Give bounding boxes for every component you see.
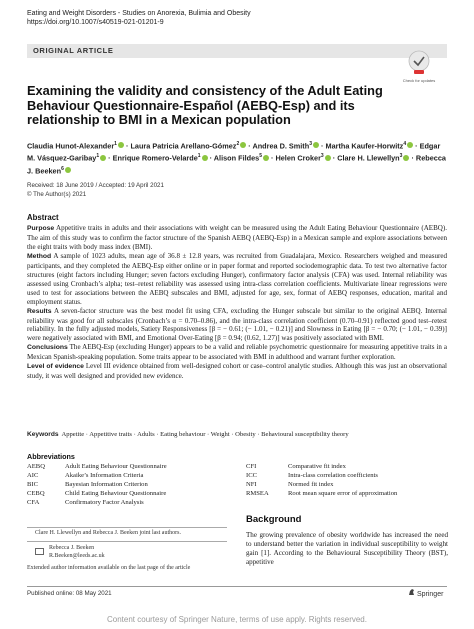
- article-dates: [27, 182, 164, 199]
- abbreviation-term: AEBQ: [27, 463, 45, 470]
- keywords-label: Keywords: [27, 431, 59, 438]
- abstract-conclusions: [27, 343, 447, 362]
- journal-name: Eating and Weight Disorders - Studies on Anorexia, Bulimia and Obesity: [27, 10, 251, 17]
- corresponding-email[interactable]: R.Beeken@leeds.ac.uk: [49, 553, 105, 559]
- abbreviation-definition: Confirmatory Factor Analysis: [65, 499, 144, 506]
- article-title: Examining the validity and consistency of the Adult Eating Behaviour Questionnaire-Español (AEBQ-Esp) and its relationship to BMI in a Mexican population: [27, 83, 383, 127]
- abbreviation-definition: Child Eating Behaviour Questionnaire: [65, 490, 167, 497]
- conclusions-text: The AEBQ-Esp (excluding Hunger) appears to be a valid and reliable psychometric questionnaire for measuring appetitive traits in a Mexican Spanish-speaking population. Some traits appear to be associated with BMI in adulthood and warrant further exploration.: [27, 343, 447, 362]
- abbreviation-term: BIC: [27, 481, 38, 488]
- abstract-results: [27, 307, 447, 344]
- conclusions-label: Conclusions: [27, 344, 68, 352]
- abbreviation-definition: Adult Eating Behaviour Questionnaire: [65, 463, 167, 470]
- results-text: A seven-factor structure was the best model fit using CFA, excluding the Hunger subscale but similar to the original AEBQ. Internal reliability was good for all subscales (Cronbach’s α = 0.70–0.86), and the intra-class correlation coefficient (0.70–0.91) reflected good test–retest reliability. In the fully adjusted models, Satiety Responsiveness [β = − 0.61; (− 1.01, − 0.21)] and Slowness in Eating [β = − 0.70; (− 1.01, − 0.39)] were negatively associated with BMI, and Emotional Over-Eating [β = 0.94; (0.62, 1.27)] was positively associated with BMI.: [27, 306, 447, 343]
- orcid-icon[interactable]: [325, 155, 331, 161]
- abbreviation-term: CFI: [246, 463, 257, 470]
- author-affiliation: 5: [259, 153, 262, 160]
- article-type-label: ORIGINAL ARTICLE: [33, 46, 114, 55]
- author-name[interactable]: Martha Kaufer-Horwitz: [325, 141, 404, 151]
- abbreviation-row: [27, 499, 237, 507]
- author-affiliation: 1: [114, 141, 117, 147]
- abbreviation-row: [27, 463, 237, 471]
- author-affiliation: 1: [197, 153, 201, 160]
- author-name[interactable]: Helen Croker: [275, 153, 321, 163]
- abbreviation-row: [246, 472, 456, 480]
- author-affiliation: 6: [61, 165, 64, 172]
- author-name[interactable]: Laura Patricia Arellano-Gómez: [130, 141, 237, 151]
- envelope-icon: [35, 548, 44, 555]
- abbreviations-heading: Abbreviations: [27, 452, 75, 461]
- orcid-icon[interactable]: [100, 155, 106, 161]
- keywords: [27, 431, 457, 438]
- abbreviation-term: NFI: [246, 481, 257, 488]
- publisher-logo: [408, 588, 443, 598]
- abbreviation-row: [246, 481, 456, 489]
- level-text: Level III evidence obtained from well-designed cohort or case–control analytic studies. Although this was just an observational study, it was well designed and provided new evidence.: [27, 362, 448, 381]
- author-name[interactable]: Alison Fildes: [213, 153, 260, 163]
- doi-link[interactable]: https://doi.org/10.1007/s40519-021-01201-9: [27, 19, 164, 26]
- abbreviation-definition: Bayesian Information Criterion: [65, 481, 148, 488]
- author-affiliation: 4: [403, 141, 407, 147]
- orcid-icon[interactable]: [403, 155, 409, 161]
- abstract-body: [27, 224, 447, 381]
- author-name[interactable]: Clare H. Llewellyn: [337, 153, 400, 163]
- method-label: Method: [27, 252, 52, 260]
- abbreviation-row: [246, 463, 456, 471]
- abbreviation-definition: Root mean square error of approximation: [288, 490, 398, 497]
- footnote-divider: [27, 541, 227, 542]
- journal-header: [27, 9, 251, 27]
- abbreviation-term: ICC: [246, 472, 257, 479]
- orcid-icon[interactable]: [313, 142, 319, 148]
- abstract-heading: Abstract: [27, 213, 59, 222]
- purpose-label: Purpose: [27, 225, 55, 232]
- abbreviation-definition: Akaike’s Information Criteria: [65, 472, 144, 479]
- abbreviation-definition: Normed fit index: [288, 481, 334, 488]
- author-affiliation: 3: [320, 153, 324, 160]
- abbreviation-row: [27, 490, 237, 498]
- orcid-icon[interactable]: [65, 167, 71, 173]
- background-text: The growing prevalence of obesity worldwide has increased the need to understand better the variation in individual susceptibility to weight gain [1]. According to the Behavioural Susceptibility Theory (BST), appetitive: [246, 531, 448, 566]
- footer-divider: [27, 586, 447, 587]
- author-name[interactable]: Claudia Hunot-Alexander: [27, 141, 115, 151]
- author-name[interactable]: Enrique Romero-Velarde: [112, 153, 198, 163]
- check-for-updates-icon[interactable]: [408, 50, 430, 76]
- abbreviation-term: RMSEA: [246, 490, 269, 497]
- published-date: Published online: 08 May 2021: [27, 590, 112, 597]
- results-label: Results: [27, 307, 52, 315]
- orcid-icon[interactable]: [118, 142, 124, 148]
- abbreviation-term: AIC: [27, 472, 39, 479]
- method-text: A sample of 1023 adults, mean age of 36.8 ± 12.8 years, was recruited from Guadalajara, Mexico. Researchers weighed and measured participants, and they completed the AEBQ-Esp either online or in paper format and reported sociodemographic data. To test two alternative factor structures (eight factors including Hunger; seven factors excluding Hunger), confirmatory factor analysis (CFA) was used. Internal reliability was assessed using Cronbach’s alpha; test–retest reliability was assessed using intra-class correlation coefficients. Multivariate linear regressions were used to test for associations between the AEBQ subscales and BMI, adjusted for age, sex, format of AEBQ responses, education, marital and employment status.: [27, 251, 447, 306]
- footnote-divider: [27, 527, 227, 528]
- corresponding-author: Rebecca J. Beeken: [49, 545, 95, 551]
- abbreviation-row: [27, 481, 237, 489]
- purpose-text: Appetitive traits in adults and their associations with weight can be measured using the Adult Eating Behaviour Questionnaire (AEBQ). The aim of this study was to confirm the factor structure of the Spanish AEBQ (AEBQ-Esp) in a Mexican sample and explore associations between the eight traits with body mass index (BMI).: [27, 224, 447, 251]
- springer-horse-icon: [408, 588, 415, 596]
- publisher-name: Springer: [416, 591, 444, 598]
- author-affiliation: 3: [399, 153, 403, 160]
- keywords-text: Appetite · Appetitive traits · Adults · Eating behaviour · Weight · Obesity · Behavioural susceptibility theory: [61, 431, 349, 438]
- abstract-level: [27, 362, 447, 381]
- received-accepted: Received: 18 June 2019 / Accepted: 19 April 2021: [27, 182, 164, 189]
- author-affiliation: 1: [96, 153, 100, 160]
- level-label: Level of evidence: [27, 363, 84, 371]
- author-name[interactable]: Edgar M. Vásquez-Garibay: [27, 141, 441, 163]
- orcid-icon[interactable]: [263, 155, 269, 161]
- author-name[interactable]: Andrea D. Smith: [252, 141, 310, 151]
- abstract-purpose: [27, 224, 447, 252]
- abbreviation-row: [27, 472, 237, 480]
- abbreviation-definition: Comparative fit index: [288, 463, 346, 470]
- check-for-updates-label[interactable]: Check for updates: [402, 78, 436, 83]
- orcid-icon[interactable]: [202, 155, 208, 161]
- abbreviation-row: [246, 490, 456, 498]
- abbreviation-term: CFA: [27, 499, 40, 506]
- extended-author-info: Extended author information available on the last page of the article: [27, 565, 191, 571]
- author-name[interactable]: Rebecca J. Beeken: [27, 153, 446, 176]
- courtesy-note: Content courtesy of Springer Nature, terms of use apply. Rights reserved.: [107, 615, 367, 624]
- joint-authors-note: Clare H. Llewellyn and Rebecca J. Beeken joint last authors.: [35, 530, 181, 536]
- orcid-icon[interactable]: [407, 142, 413, 148]
- abstract-method: [27, 252, 447, 307]
- author-affiliation: 2: [236, 141, 240, 147]
- author-list: Claudia Hunot-Alexander$^1$ · Laura Patricia Arellano-Gómez$^2$ · Andrea D. Smith$^3$ · Martha Kaufer-Horwitz$^4$ · Edgar M. Vásquez-Garibay$^1$ · Enrique Romero-Velarde$^1$ · Alison Fildes$^5$ · Helen Croker$^3$ · Clare H. Llewellyn$^3$ · Rebecca J. Beeken$^6$: [27, 141, 446, 176]
- author-affiliation: 3: [309, 141, 312, 147]
- abbreviation-definition: Intra-class correlation coefficients: [288, 472, 378, 479]
- copyright: © The Author(s) 2021: [27, 190, 87, 198]
- abbreviation-term: CEBQ: [27, 490, 45, 497]
- orcid-icon[interactable]: [240, 142, 246, 148]
- background-heading: Background: [246, 514, 302, 525]
